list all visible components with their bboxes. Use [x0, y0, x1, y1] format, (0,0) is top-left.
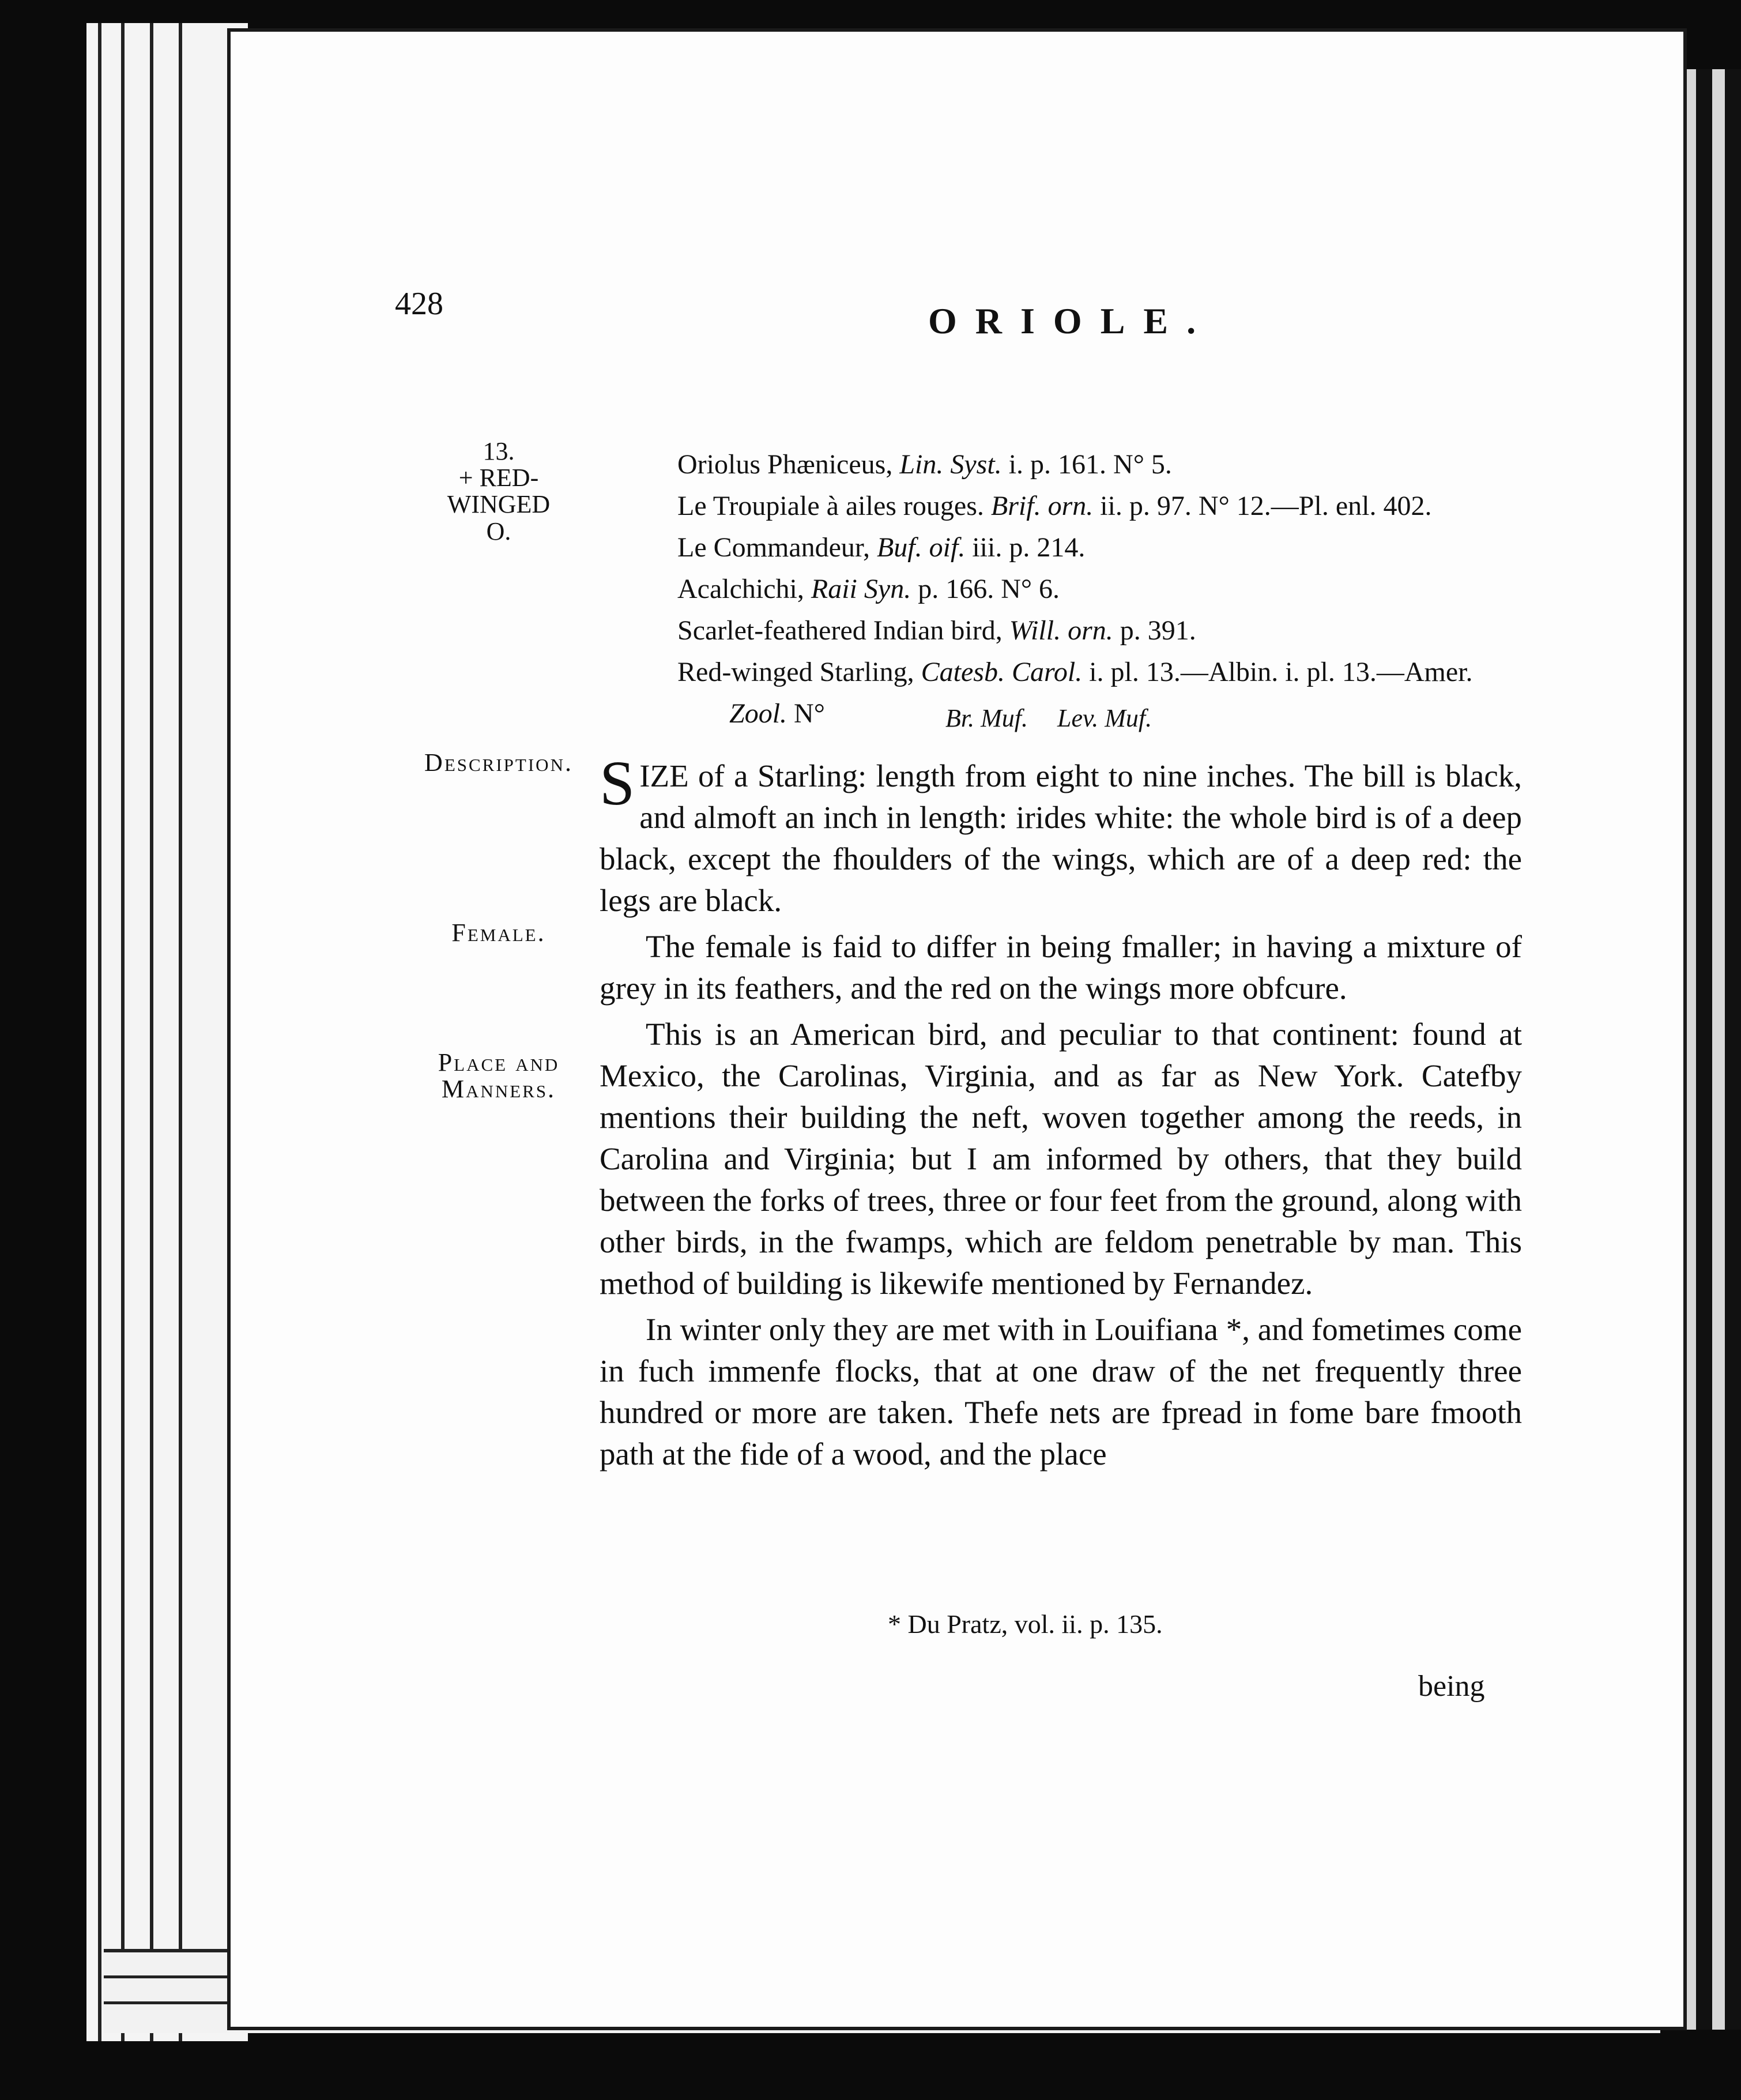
synonym-line: Scarlet-feathered Indian bird, Will. orn. p. 391.: [677, 615, 1196, 646]
synonym-line: Le Commandeur, Buf. oif. iii. p. 214.: [677, 532, 1086, 563]
synonym-list: [677, 444, 1473, 735]
book-page-edges: [86, 23, 248, 2041]
species-name-line: O.: [486, 517, 511, 545]
museum-ref: Lev. Muf.: [1057, 704, 1152, 732]
museum-references: [945, 703, 1152, 733]
species-heading: [398, 438, 600, 545]
synonym-line: Oriolus Phæniceus, Lin. Syst. i. p. 161. N° 5.: [677, 449, 1172, 480]
page-edge-line: [179, 23, 182, 2041]
page-edge-strip: [1683, 69, 1696, 2030]
species-name-line: WINGED: [447, 490, 551, 519]
museum-ref: Br. Muf.: [945, 704, 1028, 732]
margin-label-female: Female.: [451, 919, 546, 947]
page-edge-strip: [1712, 69, 1725, 2030]
body-text: [600, 748, 1522, 1480]
paragraph-winter: In winter only they are met with in Louifiana *, and fometimes come in fuch immenfe flocks, that at one draw of the net frequently three hundred or more are taken. Thefe nets are fpread in fome bare fmooth path at the fide of a wood, and the place: [600, 1312, 1522, 1471]
margin-label-description: Description.: [424, 748, 573, 777]
running-head: ORIOLE.: [928, 300, 1215, 341]
page-number: 428: [395, 286, 443, 322]
species-name-line: + RED-: [458, 464, 539, 492]
page-edge-line: [121, 23, 125, 2041]
paragraph-female: The female is faid to differ in being fmaller; in having a mixture of grey in its feathers, and the red on the wings more obfcure.: [600, 929, 1522, 1006]
margin-label-place: [398, 1049, 600, 1102]
page-edge-line: [150, 23, 153, 2041]
species-number: 13.: [483, 437, 515, 465]
synonym-line: Zool. N°: [729, 698, 825, 729]
paragraph-description: SIZE of a Starling: length from eight to nine inches. The bill is black, and almoft an inch in length: irides white: the whole bird is of a deep black, except the fhoulders of the wings, which are of a deep red: the legs are black.: [600, 748, 1522, 918]
margin-label-line: Manners.: [441, 1075, 556, 1104]
drop-cap: S: [600, 748, 635, 818]
paragraph-place: This is an American bird, and peculiar to that continent: found at Mexico, the Carolinas, Virginia, and as far as New York. Catefby mentions their building the neft, woven together among the reeds, in Carolina and Virginia; but I am informed by others, that they build between the forks of trees, three or four feet from the ground, along with other birds, in the fwamps, which are feldom penetrable by man. This method of building is likewife mentioned by Fernandez.: [600, 1017, 1522, 1301]
page-edge-line: [98, 23, 101, 2041]
synonym-line: Acalchichi, Raii Syn. p. 166. N° 6.: [677, 574, 1060, 604]
synonym-line: Le Troupiale à ailes rouges. Brif. orn. ii. p. 97. N° 12.—Pl. enl. 402.: [677, 491, 1432, 521]
margin-label-line: Place and: [438, 1048, 560, 1077]
catchword: being: [1418, 1670, 1485, 1703]
synonym-line: Red-winged Starling, Catesb. Carol. i. pl. 13.—Albin. i. pl. 13.—Amer.: [677, 657, 1473, 687]
footnote: * Du Pratz, vol. ii. p. 135.: [888, 1609, 1163, 1639]
